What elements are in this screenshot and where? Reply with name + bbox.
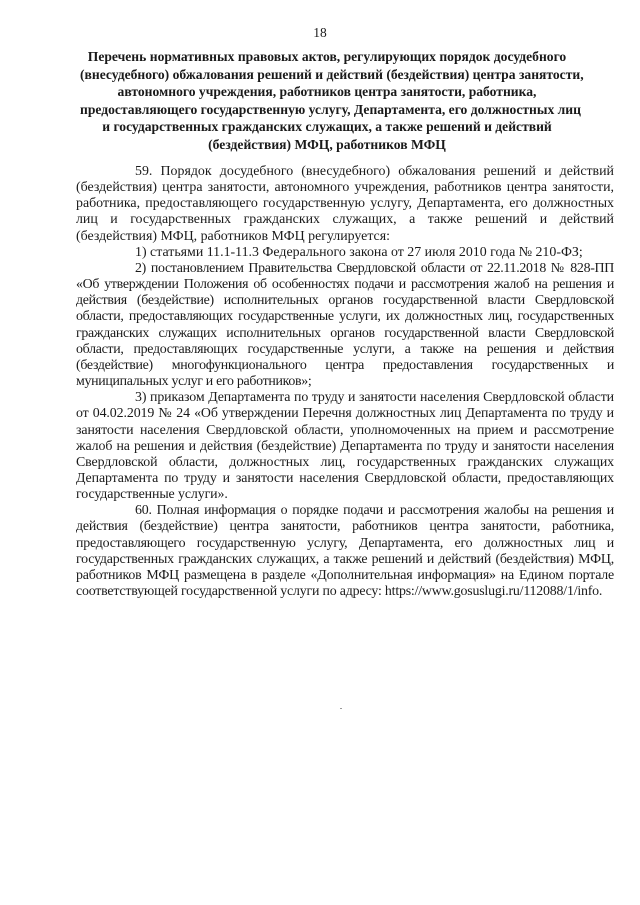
- paragraph-item-2: 2) постановлением Правительства Свердловской области от 22.11.2018 № 828-ПП «Об утверждении Положения об особенностях подачи и рассмотрения жалоб на решения и действия (бездействие) исполнительных органов государственной власти Свердловской области, предоставляющих государственные услуги, их должностных лиц, государственных гражданских служащих исполнительных органов государственной власти Свердловской области, предоставляющих государственные услуги, а также на решения и действия (бездействие) многофункционального центра предоставления государственных и муниципальных услуг и его работников»;: [76, 260, 614, 390]
- heading-line: автономного учреждения, работников центра занятости, работника,: [117, 84, 537, 99]
- heading-line: Перечень нормативных правовых актов, регулирующих порядок досудебного: [87, 49, 567, 64]
- section-heading: [80, 48, 584, 153]
- paragraph-59: 59. Порядок досудебного (внесудебного) обжалования решений и действий (бездействия) центра занятости, автономного учреждения, работников центра занятости, работника, предоставляющего государственную услугу, Департамента, его должностных лиц и государственных гражданских служащих, а также решений и действий (бездействия) МФЦ, работников МФЦ регулируется:: [76, 164, 614, 244]
- page-number: 18: [313, 25, 327, 40]
- paragraph-item-1: 1) статьями 11.1-11.3 Федерального закона от 27 июля 2010 года № 210-ФЗ;: [135, 244, 583, 260]
- paragraph-item-3: 3) приказом Департамента по труду и занятости населения Свердловской области от 04.02.2019 № 24 «Об утверждении Перечня должностных лиц Департамента по труду и занятости населения Свердловской области, уполномоченных на прием и рассмотрение жалоб на решения и действия (бездействие) Департамента по труду и занятости населения Свердловской области, должностных лиц, государственных гражданских служащих Департамента по труду и занятости населения Свердловской области, предоставляющих государственные услуги».: [76, 390, 614, 503]
- heading-line: (бездействия) МФЦ, работников МФЦ: [208, 136, 446, 152]
- heading-line: предоставляющего государственную услугу, Департамента, его должностных лиц: [80, 101, 581, 117]
- scan-speck: [340, 708, 342, 709]
- document-body: [76, 164, 614, 600]
- heading-line: (внесудебного) обжалования решений и действий (бездействия) центра занятости,: [80, 66, 584, 82]
- heading-line: и государственных гражданских служащих, а также решений и действий: [102, 119, 552, 134]
- paragraph-60: 60. Полная информация о порядке подачи и рассмотрения жалобы на решения и действия (бездействие) центра занятости, работников центра занятости, работника, предоставляющего государственную услугу, Департамента, его должностных лиц и государственных гражданских служащих, а также решений и действий (бездействия) МФЦ, работников МФЦ размещена в разделе «Дополнительная информация» на Едином портале соответствующей государственной услуги по адресу: https://www.gosuslugi.ru/112088/1/info.: [76, 503, 614, 600]
